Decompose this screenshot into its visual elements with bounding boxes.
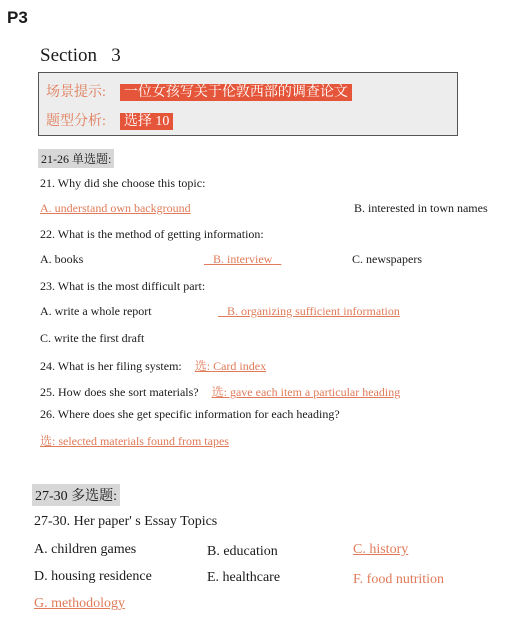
q25-text: 25. How does she sort materials? <box>40 385 199 399</box>
q27-option-d: D. housing residence <box>34 569 152 584</box>
section-title <box>40 45 121 67</box>
q24-row <box>40 357 266 374</box>
q27-option-e: E. healthcare <box>207 570 281 585</box>
q21-text: 21. Why did she choose this topic: <box>40 176 206 190</box>
part2-heading: 27-30 多选题: <box>32 484 120 506</box>
q22-option-b-text: B. interview <box>213 252 273 266</box>
q27-30-text: 27-30. Her paper' s Essay Topics <box>34 514 218 529</box>
q22-option-a: A. books <box>40 252 84 266</box>
q23-option-a: A. write a whole report <box>40 304 152 318</box>
q23-option-b-text: B. organizing sufficient information <box>227 304 400 318</box>
section-number: 3 <box>111 45 121 66</box>
q22-option-b <box>204 252 281 267</box>
q23-text: 23. What is the most difficult part: <box>40 279 206 293</box>
q22-text: 22. What is the method of getting information: <box>40 227 264 241</box>
q22-option-c: C. newspapers <box>352 252 422 266</box>
q27-option-b: B. education <box>207 544 278 559</box>
q23-option-c: C. write the first draft <box>40 331 145 345</box>
q24-text: 24. What is her filing system: <box>40 359 182 373</box>
q25-row <box>40 383 400 400</box>
q27-option-f: F. food nutrition <box>353 572 445 587</box>
q21-option-a: A. understand own background <box>40 201 191 215</box>
q27-option-c: C. history <box>353 542 409 557</box>
scene-box <box>38 72 458 136</box>
part1-heading: 21-26 单选题: <box>38 149 114 168</box>
scene-row-1 <box>46 81 352 101</box>
type-value: 选择 10 <box>120 113 174 130</box>
q21-option-b: B. interested in town names <box>354 201 488 215</box>
scene-label: 场景提示: <box>46 85 106 100</box>
q26-answer: 选: selected materials found from tapes <box>40 434 229 448</box>
scene-value: 一位女孩写关于伦敦西部的调查论文 <box>120 84 352 101</box>
q25-answer: 选: gave each item a particular heading <box>211 385 401 399</box>
q27-option-g: G. methodology <box>34 596 125 611</box>
q23-option-b <box>218 304 400 319</box>
q24-answer: 选: Card index <box>194 359 267 373</box>
q26-text: 26. Where does she get specific information for each heading? <box>40 407 340 421</box>
section-title-text: Section <box>40 45 97 66</box>
type-label: 题型分析: <box>46 114 106 129</box>
scene-row-2 <box>46 110 173 130</box>
page-label: P3 <box>7 8 28 27</box>
q27-option-a: A. children games <box>34 542 137 557</box>
